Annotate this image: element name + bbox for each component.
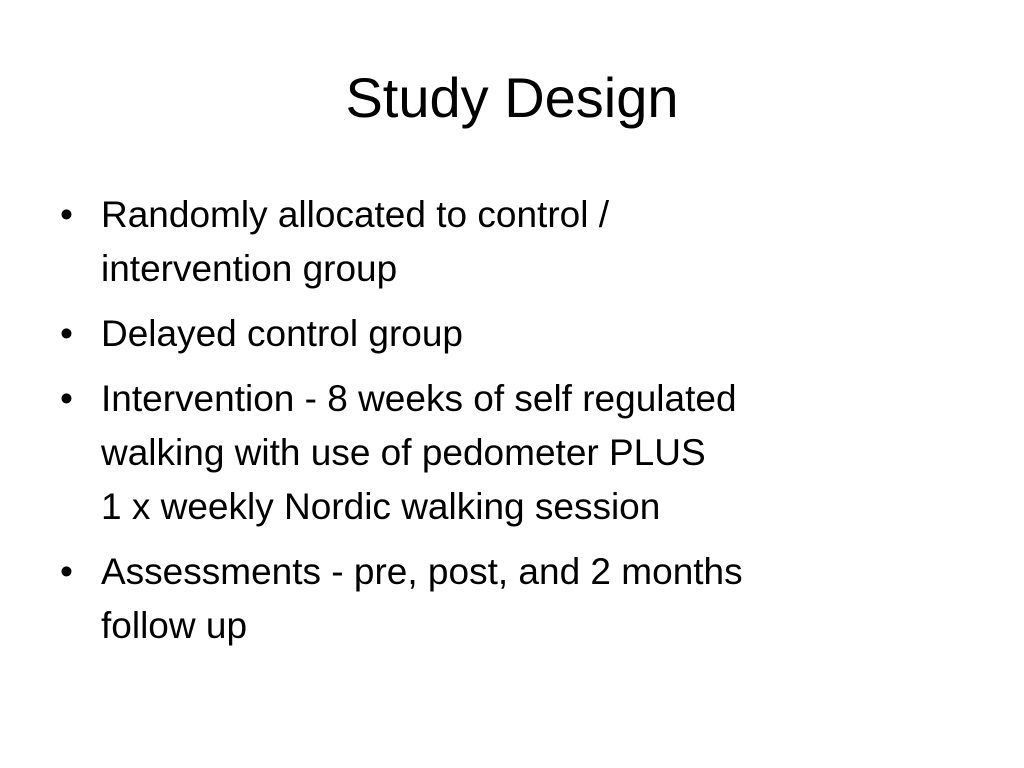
bullet-list [57, 188, 957, 664]
bullet-text-line: Intervention - 8 weeks of self regulated [101, 378, 737, 419]
bullet-dot-icon: • [60, 194, 73, 235]
bullet-item-delayed-control [57, 307, 957, 361]
bullet-dot-icon: • [60, 313, 73, 354]
bullet-text-line: follow up [101, 605, 248, 646]
bullet-text-line: intervention group [101, 248, 398, 289]
bullet-item-intervention [57, 372, 957, 534]
bullet-item-assessments [57, 545, 957, 653]
bullet-text-line: Assessments - pre, post, and 2 months [101, 551, 743, 592]
slide-title: Study Design [345, 66, 679, 129]
bullet-text-line: 1 x weekly Nordic walking session [101, 486, 661, 527]
bullet-dot-icon: • [60, 551, 73, 592]
bullet-text-line: Delayed control group [101, 313, 463, 354]
bullet-item-randomly-allocated [57, 188, 957, 296]
bullet-dot-icon: • [60, 378, 73, 419]
bullet-text-line: Randomly allocated to control / [101, 194, 609, 235]
bullet-text-line: walking with use of pedometer PLUS [101, 432, 706, 473]
